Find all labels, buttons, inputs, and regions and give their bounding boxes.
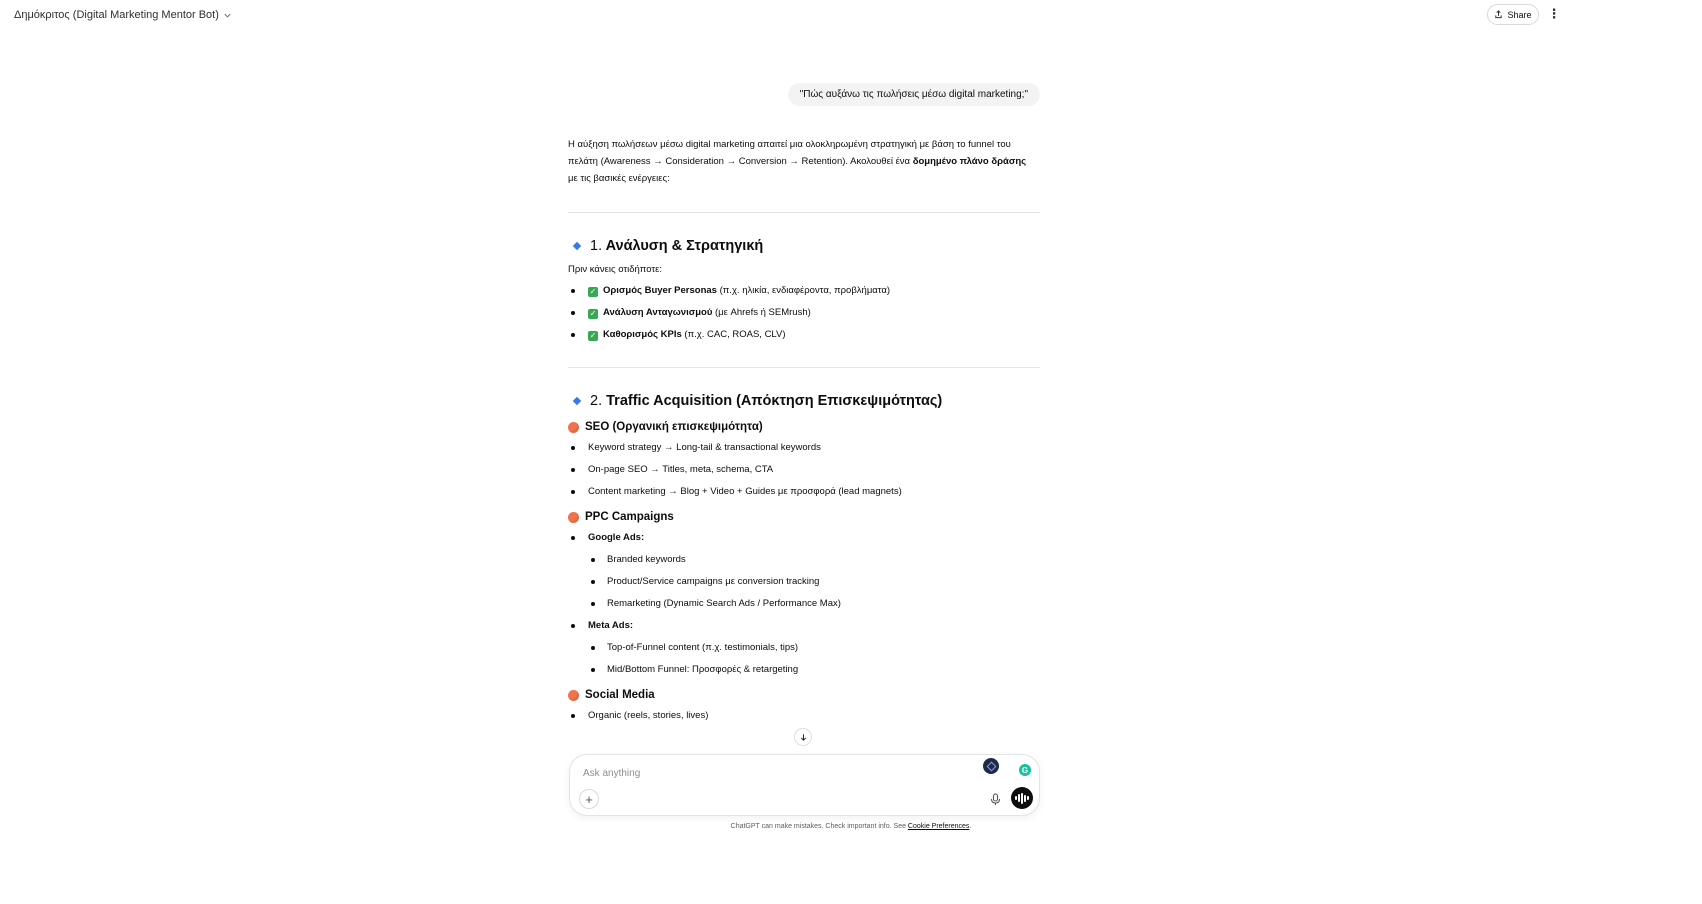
seo-heading bbox=[568, 421, 1040, 433]
share-label: Share bbox=[1507, 9, 1532, 20]
sub-list-item: Top-of-Funnel content (π.χ. testimonials, tips) bbox=[568, 637, 1040, 659]
orange-circle-icon bbox=[568, 690, 579, 701]
item-rest: (π.χ. CAC, ROAS, CLV) bbox=[681, 329, 786, 340]
attach-plus-button[interactable] bbox=[579, 789, 599, 809]
share-button[interactable] bbox=[1487, 4, 1539, 25]
ppc-heading bbox=[568, 511, 1040, 523]
arrow-down-icon bbox=[799, 733, 808, 742]
scroll-to-bottom-button[interactable] bbox=[794, 728, 812, 746]
meta-ads-label: Meta Ads: bbox=[588, 620, 634, 631]
list-item bbox=[568, 324, 1040, 346]
intro-line-2: πελάτη (Awareness → Consideration → Conversion → Retention). Ακολουθεί ένα bbox=[568, 156, 913, 167]
section-2-heading bbox=[568, 393, 1040, 409]
orange-circle-icon bbox=[568, 512, 579, 523]
sub-list-item: Product/Service campaigns με conversion tracking bbox=[568, 571, 1040, 593]
extension-diamond-icon[interactable] bbox=[983, 758, 999, 774]
disclaimer-footer bbox=[0, 823, 1702, 830]
check-icon: ✓ bbox=[589, 287, 597, 296]
intro-paragraph bbox=[568, 136, 1040, 187]
list-item: Keyword strategy → Long-tail & transactional keywords bbox=[568, 437, 1040, 459]
user-message-bubble: "Πώς αυξάνω τις πωλήσεις μέσω digital marketing;" bbox=[788, 83, 1040, 106]
prompt-input[interactable] bbox=[581, 764, 965, 782]
plus-icon: + bbox=[585, 791, 593, 807]
seo-title: SEO (Οργανική επισκεψιμότητα) bbox=[585, 421, 763, 433]
gpt-title: Δημόκριτος (Digital Marketing Mentor Bot) bbox=[14, 9, 219, 21]
disclaimer-text: ChatGPT can make mistakes. Check important info. See bbox=[730, 823, 908, 830]
more-options-icon: ⋮ bbox=[1547, 6, 1561, 21]
blue-diamond-icon bbox=[573, 397, 581, 405]
top-bar bbox=[0, 0, 1702, 32]
disclaimer-end: . bbox=[969, 823, 972, 830]
ppc-list bbox=[568, 527, 1040, 681]
divider bbox=[568, 212, 1040, 213]
chevron-down-icon bbox=[223, 11, 232, 20]
item-rest: (με Ahrefs ή SEMrush) bbox=[712, 307, 811, 318]
list-item: Organic (reels, stories, lives) bbox=[568, 705, 1040, 727]
list-item bbox=[568, 302, 1040, 324]
message-composer bbox=[569, 754, 1040, 816]
voice-mode-button[interactable] bbox=[1011, 787, 1033, 809]
section-1-title: Ανάλυση & Στρατηγική bbox=[605, 238, 764, 254]
item-bold: Ανάλυση Ανταγωνισμού bbox=[603, 307, 713, 318]
check-icon: ✓ bbox=[589, 309, 597, 318]
list-item bbox=[568, 280, 1040, 302]
divider bbox=[568, 367, 1040, 368]
ppc-title: PPC Campaigns bbox=[585, 511, 674, 523]
assistant-response bbox=[568, 136, 1040, 727]
social-heading bbox=[568, 689, 1040, 701]
blue-diamond-icon bbox=[573, 242, 581, 250]
sub-list-item: Mid/Bottom Funnel: Προσφορές & retargeting bbox=[568, 659, 1040, 681]
item-rest: (π.χ. ηλικία, ενδιαφέροντα, προβλήματα) bbox=[716, 285, 891, 296]
gpt-title-dropdown[interactable] bbox=[14, 9, 232, 21]
list-item bbox=[568, 527, 1040, 549]
list-item bbox=[568, 615, 1040, 637]
section-1-list bbox=[568, 280, 1040, 346]
orange-circle-icon bbox=[568, 422, 579, 433]
waveform-icon bbox=[1015, 793, 1028, 804]
cookie-preferences-link[interactable]: Cookie Preferences bbox=[907, 823, 970, 830]
social-list bbox=[568, 705, 1040, 727]
dictate-button[interactable] bbox=[987, 791, 1003, 807]
section-2-number: 2. bbox=[590, 393, 603, 409]
section-1-heading bbox=[568, 238, 1040, 254]
section-2-title: Traffic Acquisition (Απόκτηση Επισκεψιμότητας) bbox=[606, 393, 943, 409]
sub-list-item: Remarketing (Dynamic Search Ads / Performance Max) bbox=[568, 593, 1040, 615]
seo-list bbox=[568, 437, 1040, 503]
microphone-icon bbox=[990, 793, 1001, 806]
section-1-lead: Πριν κάνεις οτιδήποτε: bbox=[568, 264, 662, 275]
intro-line-3: με τις βασικές ενέργειες: bbox=[568, 173, 670, 184]
list-item: Content marketing → Blog + Video + Guides με προσφορά (lead magnets) bbox=[568, 481, 1040, 503]
check-icon: ✓ bbox=[589, 331, 597, 340]
more-options-button[interactable] bbox=[1548, 5, 1560, 23]
item-bold: Ορισμός Buyer Personas bbox=[603, 285, 717, 296]
list-item: On-page SEO → Titles, meta, schema, CTA bbox=[568, 459, 1040, 481]
intro-line-1: Η αύξηση πωλήσεων μέσω digital marketing απαιτεί μια ολοκληρωμένη στρατηγική με βάση το funnel του bbox=[568, 139, 1011, 150]
grammarly-icon[interactable]: G bbox=[1019, 764, 1031, 776]
social-title: Social Media bbox=[585, 689, 655, 701]
item-bold: Καθορισμός KPIs bbox=[603, 329, 682, 340]
intro-bold-phrase: δομημένο πλάνο δράσης bbox=[912, 156, 1027, 167]
sub-list-item: Branded keywords bbox=[568, 549, 1040, 571]
section-1-number: 1. bbox=[590, 238, 603, 254]
share-icon bbox=[1494, 10, 1503, 19]
google-ads-label: Google Ads: bbox=[588, 532, 645, 543]
